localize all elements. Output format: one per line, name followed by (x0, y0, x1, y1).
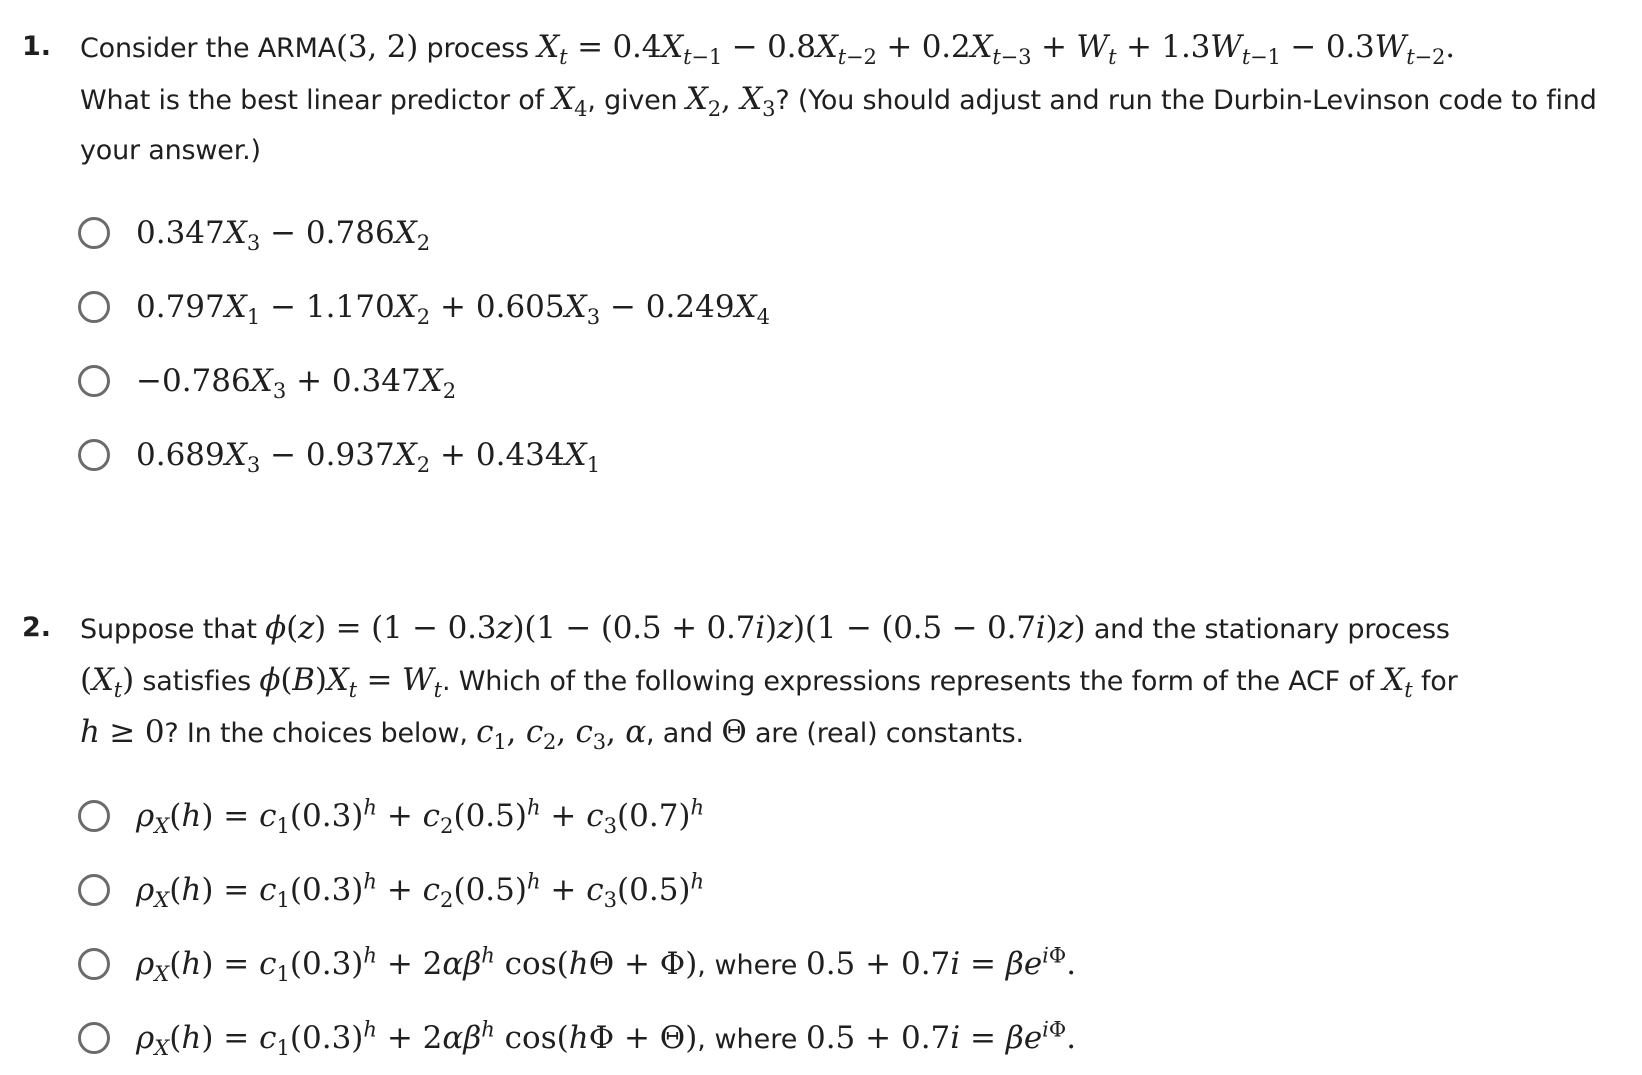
radio-button[interactable] (78, 1022, 110, 1054)
option-label: $\rho_X(h) = c_1(0.3)^h + c_2(0.5)^h + c_3(0.5)^h$ (136, 868, 705, 913)
answer-option[interactable] (78, 853, 1622, 927)
question-text: Consider the ARMA(3, 2) process $X_t = 0.4X_{t-1} - 0.8X_{t-2} + 0.2X_{t-3} + W_t + 1.3W_{t-1} - 0.3W_{t-2}$. What is the best linear predictor of $X_4$, given $X_2$, $X_3$? (You should adjust and run the Durbin-Levinson code to find your answer.) (80, 29, 1597, 166)
option-label: $\rho_X(h) = c_1(0.3)^h + 2\alpha\beta^h$ cos(hΦ + Θ), where $0.5 + 0.7i = \beta e^{i\Phi}$. (136, 1016, 1077, 1061)
radio-button[interactable] (78, 800, 110, 832)
radio-button[interactable] (78, 291, 110, 323)
question-text: Suppose that ϕ(z) = (1 − 0.3z)(1 − (0.5 + 0.7i)z)(1 − (0.5 − 0.7i)z) and the stationary process $(X_t)$ satisfies $\phi(B)X_t = W_t$. Which of the following expressions represents the form of the ACF of $X_t$ for h ≥ 0? In the choices below, $c_1$, $c_2$, $c_3$, α, and Θ are (real) constants. (80, 610, 1458, 755)
answer-option[interactable] (78, 1001, 1622, 1075)
question-number: 2. (22, 612, 52, 643)
option-label: $0.347X_3 - 0.786X_2$ (136, 215, 431, 256)
question-1 (22, 22, 1622, 492)
radio-button[interactable] (78, 365, 110, 397)
answer-option[interactable] (78, 779, 1622, 853)
question-2 (22, 603, 1622, 1075)
radio-button[interactable] (78, 948, 110, 980)
answer-option[interactable] (78, 418, 1622, 492)
answer-option[interactable] (78, 270, 1622, 344)
radio-button[interactable] (78, 874, 110, 906)
radio-button[interactable] (78, 217, 110, 249)
option-label: $-0.786X_3 + 0.347X_2$ (136, 363, 457, 404)
radio-button[interactable] (78, 439, 110, 471)
option-label: $\rho_X(h) = c_1(0.3)^h + c_2(0.5)^h + c_3(0.7)^h$ (136, 794, 705, 839)
answer-option[interactable] (78, 344, 1622, 418)
option-label: $0.689X_3 - 0.937X_2 + 0.434X_1$ (136, 437, 601, 478)
option-label: $\rho_X(h) = c_1(0.3)^h + 2\alpha\beta^h$ cos(hΘ + Φ), where $0.5 + 0.7i = \beta e^{i\Phi}$. (136, 942, 1077, 987)
answer-options (22, 196, 1622, 492)
answer-options (22, 779, 1622, 1075)
answer-option[interactable] (78, 196, 1622, 270)
option-label: $0.797X_1 - 1.170X_2 + 0.605X_3 - 0.249X_4$ (136, 289, 771, 330)
question-number: 1. (22, 31, 52, 62)
answer-option[interactable] (78, 927, 1622, 1001)
